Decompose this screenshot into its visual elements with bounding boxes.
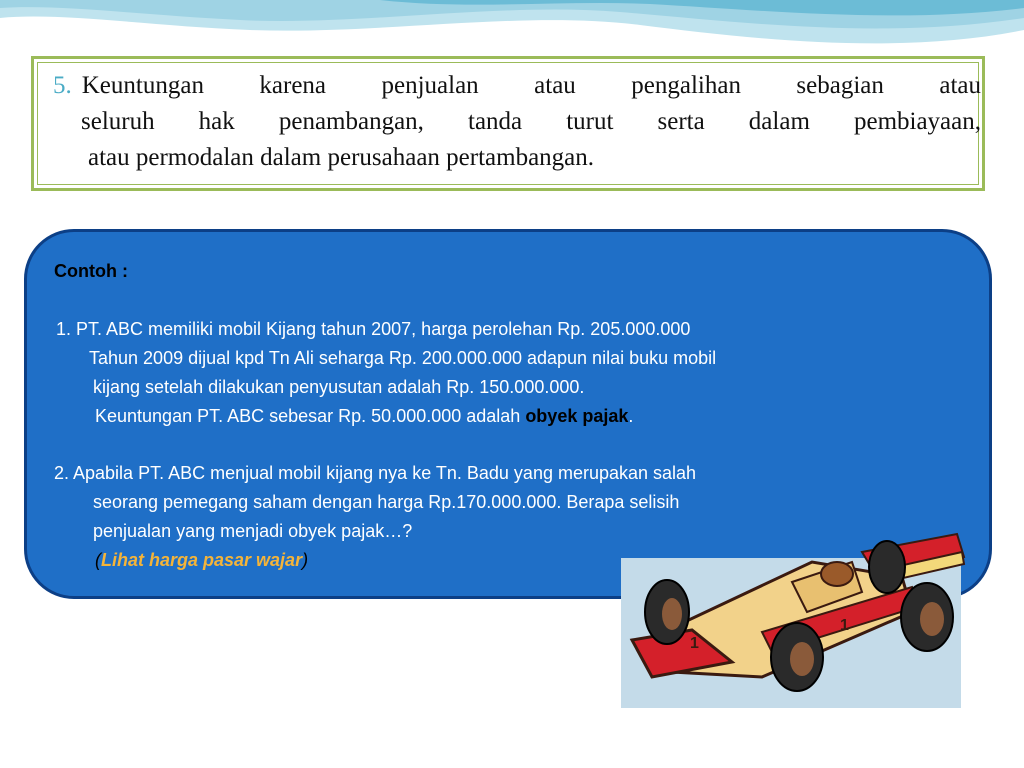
race-car-illustration (612, 522, 972, 692)
example-heading: Contoh : (54, 261, 128, 281)
fair-market-price-hint: Lihat harga pasar wajar (101, 550, 303, 570)
tax-object-term: obyek pajak (525, 406, 629, 426)
item-5-number: 5. (53, 72, 72, 99)
car-number-side: 1 (840, 617, 849, 634)
example-1-line-2: Tahun 2009 dijual kpd Tn Ali seharga Rp. 200.000.000 adapun nilai buku mobil (89, 348, 717, 368)
car-number-front: 1 (690, 635, 699, 652)
example-2-line-1: 2. Apabila PT. ABC menjual mobil kijang nya ke Tn. Badu yang merupakan salah (54, 463, 697, 483)
example-2-line-3: penjualan yang menjadi obyek pajak…? (93, 521, 413, 541)
item-5-line-2: seluruh hak penambangan, tanda turut serta dalam pembiayaan, (81, 108, 981, 135)
example-1-line-4: Keuntungan PT. ABC sebesar Rp. 50.000.000 adalah obyek pajak. (95, 406, 634, 426)
example-2-hint: (Lihat harga pasar wajar) (95, 550, 309, 570)
item-5-paragraph (53, 68, 981, 176)
example-1-line-1: 1. PT. ABC memiliki mobil Kijang tahun 2007, harga perolehan Rp. 205.000.000 (56, 319, 691, 339)
example-1-line-3: kijang setelah dilakukan penyusutan adalah Rp. 150.000.000. (93, 377, 585, 397)
item-5-line-3: atau permodalan dalam perusahaan pertambangan. (88, 144, 595, 171)
example-2-line-2: seorang pemegang saham dengan harga Rp.170.000.000. Berapa selisih (93, 492, 680, 512)
item-5-line-1: 5. Keuntungan karena penjualan atau pengalihan sebagian atau (53, 72, 981, 99)
